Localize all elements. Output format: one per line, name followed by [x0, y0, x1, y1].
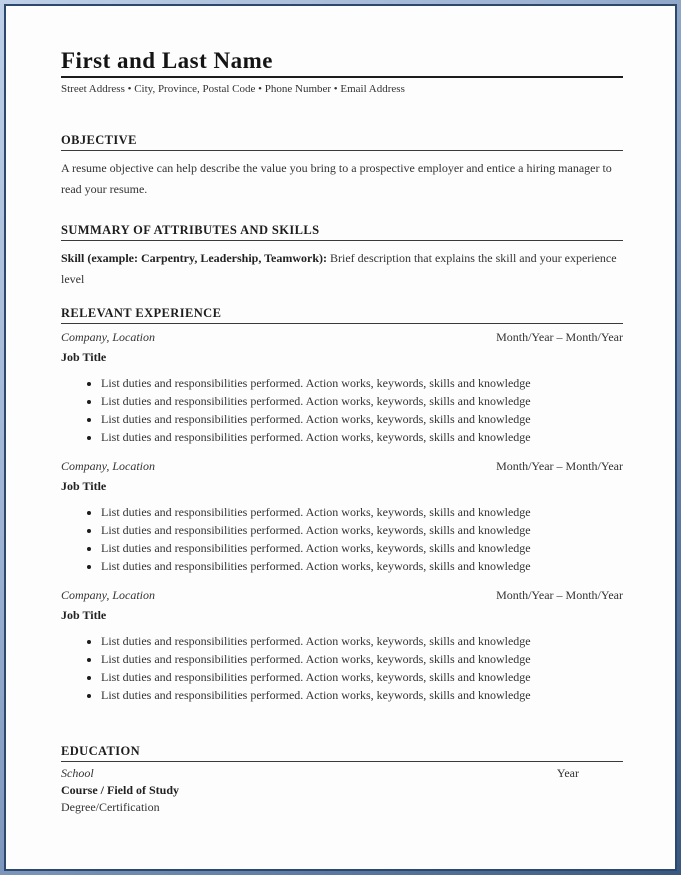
course-field-of-study: Course / Field of Study	[61, 783, 180, 798]
duty-item: • List duties and responsibilities performed. Action works, keywords, skills and knowledge	[101, 521, 623, 539]
job-dates: Month/Year – Month/Year	[496, 588, 623, 603]
job-title: Job Title	[61, 350, 107, 365]
resume-page	[4, 4, 677, 871]
company-location: Company, Location	[61, 459, 156, 474]
job-title: Job Title	[61, 608, 107, 623]
summary-section	[61, 223, 623, 290]
education-heading: EDUCATION	[61, 744, 623, 762]
job-header-row	[61, 459, 623, 474]
company-location: Company, Location	[61, 588, 156, 603]
duty-item: • List duties and responsibilities performed. Action works, keywords, skills and knowledge	[101, 557, 623, 575]
summary-text	[61, 248, 623, 290]
objective-section	[61, 133, 623, 200]
duties-list	[61, 632, 623, 704]
duties-list	[61, 374, 623, 446]
duty-item: • List duties and responsibilities performed. Action works, keywords, skills and knowledge	[101, 632, 623, 650]
education-year: Year	[556, 766, 579, 781]
degree-certification: Degree/Certification	[61, 800, 160, 815]
duty-item: • List duties and responsibilities performed. Action works, keywords, skills and knowledge	[101, 668, 623, 686]
job-header-row	[61, 588, 623, 603]
resume-name: First and Last Name	[61, 48, 623, 78]
duty-item: • List duties and responsibilities performed. Action works, keywords, skills and knowledge	[101, 503, 623, 521]
duty-item: • List duties and responsibilities performed. Action works, keywords, skills and knowledge	[101, 650, 623, 668]
duty-item: • List duties and responsibilities performed. Action works, keywords, skills and knowledge	[101, 428, 623, 446]
company-location: Company, Location	[61, 330, 156, 345]
experience-heading: RELEVANT EXPERIENCE	[61, 306, 623, 324]
job-header-row	[61, 330, 623, 345]
contact-line: Street Address • City, Province, Postal Code • Phone Number • Email Address	[61, 83, 405, 96]
duty-item: • List duties and responsibilities performed. Action works, keywords, skills and knowledge	[101, 686, 623, 704]
education-header-row	[61, 766, 623, 781]
duty-item: • List duties and responsibilities performed. Action works, keywords, skills and knowledge	[101, 410, 623, 428]
duty-item: • List duties and responsibilities performed. Action works, keywords, skills and knowledge	[101, 374, 623, 392]
summary-heading: SUMMARY OF ATTRIBUTES AND SKILLS	[61, 223, 623, 241]
job-entry	[61, 330, 623, 446]
duties-list	[61, 503, 623, 575]
duty-item: • List duties and responsibilities performed. Action works, keywords, skills and knowledge	[101, 392, 623, 410]
summary-skill-lead: Skill (example: Carpentry, Leadership, Teamwork):	[61, 251, 327, 266]
job-title: Job Title	[61, 479, 107, 494]
job-entry	[61, 588, 623, 704]
duty-item: • List duties and responsibilities performed. Action works, keywords, skills and knowledge	[101, 539, 623, 557]
summary-skill-description: Brief description that explains the skill and your experience level	[61, 251, 617, 287]
objective-text: A resume objective can help describe the value you bring to a prospective employer and entice a hiring manager to read your resume.	[61, 161, 612, 197]
job-dates: Month/Year – Month/Year	[496, 330, 623, 345]
school-name: School	[61, 766, 94, 781]
objective-heading: OBJECTIVE	[61, 133, 623, 151]
experience-section	[61, 306, 623, 704]
job-dates: Month/Year – Month/Year	[496, 459, 623, 474]
job-entry	[61, 459, 623, 575]
education-section	[61, 744, 623, 815]
